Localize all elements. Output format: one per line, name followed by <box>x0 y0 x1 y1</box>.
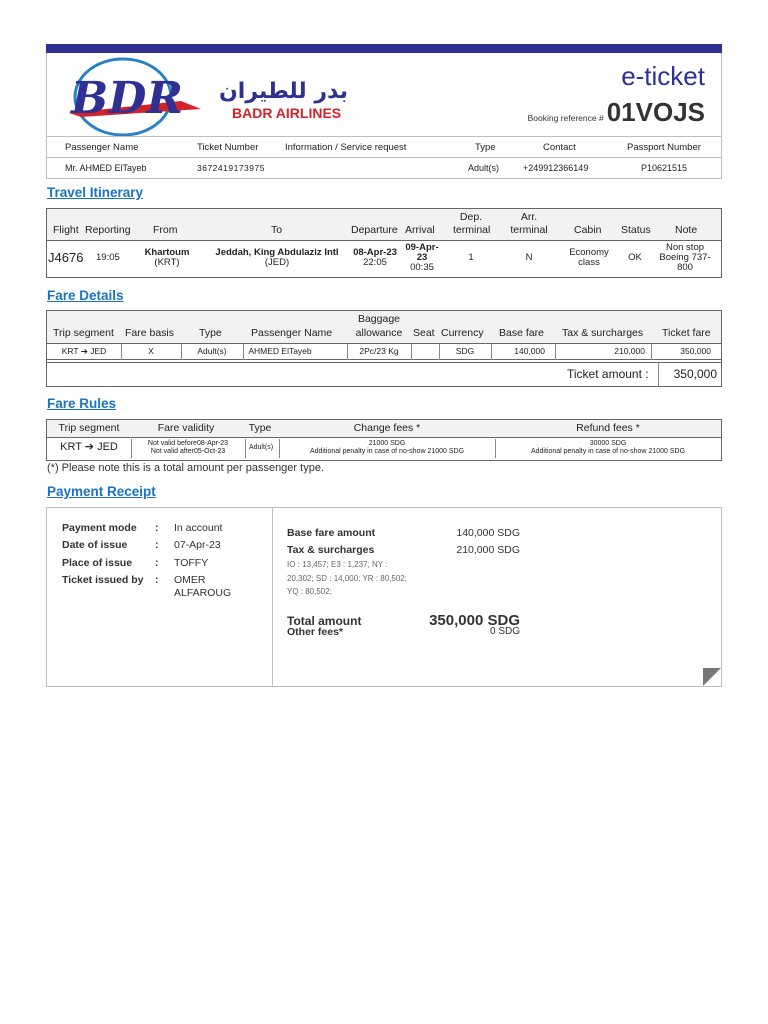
total-amount-value: 350,000 SDG <box>429 612 520 629</box>
fare-tax: 210,000 <box>614 346 645 356</box>
col-info: Information / Service request <box>285 141 407 153</box>
rule-refund-1: 30000 SDG <box>589 440 627 447</box>
rule-segment: KRT ➔ JED <box>60 441 118 453</box>
fare-passenger: AHMED ElTayeb <box>248 346 312 356</box>
rule-validity-1: Not valid before08-Apr-23 <box>147 440 229 447</box>
fare-type: Adult(s) <box>197 346 227 356</box>
base-fare-amount-value: 140,000 SDG <box>456 527 520 539</box>
cabin-1: Economy <box>569 247 609 258</box>
rule-change-2: Additional penalty in case of no-show 21000 SDG <box>309 448 465 455</box>
place-of-issue-value: TOFFY <box>174 557 209 569</box>
fare-details-title: Fare Details <box>47 288 124 303</box>
dep-terminal: 1 <box>468 252 474 263</box>
passenger-contact: +249912366149 <box>523 163 589 173</box>
itinerary-header <box>47 209 721 241</box>
ticket-number: 3672419173975 <box>197 163 265 173</box>
payment-receipt-box <box>46 507 722 687</box>
fare-note: (*) Please note this is a total amount per passenger type. <box>47 462 324 474</box>
travel-itinerary-title: Travel Itinerary <box>47 185 144 200</box>
hdr-flight: Flight <box>53 224 79 236</box>
flight-status: OK <box>628 252 642 263</box>
hdr-dep-terminal-1: Dep. <box>459 211 483 223</box>
hdr-tax: Tax & surcharges <box>562 327 644 339</box>
hdr-trip-segment: Trip segment <box>53 327 114 339</box>
from-city: Khartoum <box>144 247 190 258</box>
cabin-2: class <box>578 257 600 268</box>
note-3: 800 <box>677 262 693 273</box>
hdr-status: Status <box>621 224 651 236</box>
to-code: (JED) <box>264 257 290 268</box>
rule-refund-2: Additional penalty in case of no-show 21000 SDG <box>530 448 686 455</box>
rules-row <box>47 438 721 460</box>
ticket-amount-sep <box>658 363 659 386</box>
tax-surcharges-value: 210,000 SDG <box>456 544 520 556</box>
to-city: Jeddah, King Abdulaziz Intl <box>215 247 339 258</box>
departure-date: 08-Apr-23 <box>353 247 397 258</box>
departure-time: 22:05 <box>363 257 387 268</box>
col-ticket-number: Ticket Number <box>197 141 259 153</box>
hdr-fare-basis: Fare basis <box>125 327 175 339</box>
col-passport: Passport Number <box>627 141 701 153</box>
hdr-currency: Currency <box>441 327 484 339</box>
rule-validity-2: Not valid after05-Oct-23 <box>150 448 226 455</box>
reporting-time: 19:05 <box>96 252 120 263</box>
arrival-date-2: 23 <box>416 252 428 263</box>
header-top-bar <box>46 44 722 53</box>
doc-title: e-ticket <box>621 61 705 91</box>
hdr-departure: Departure <box>351 224 398 236</box>
col-contact: Contact <box>543 141 576 153</box>
booking-ref-value: 01VOJS <box>606 97 705 127</box>
itinerary-row <box>47 241 721 277</box>
base-fare-amount-label: Base fare amount <box>287 527 376 539</box>
passenger-table-header <box>47 136 721 158</box>
arrival-date-1: 09-Apr- <box>405 242 439 253</box>
place-of-issue-label: Place of issue <box>62 557 133 569</box>
fare-sep <box>411 344 412 360</box>
hdr-arrival: Arrival <box>405 224 435 236</box>
hdr-reporting: Reporting <box>85 224 131 236</box>
hdr-base-fare: Base fare <box>499 327 544 339</box>
hdr-type: Type <box>199 327 222 339</box>
payment-mode-colon: : <box>155 522 159 534</box>
rules-header <box>47 420 721 438</box>
date-of-issue-value: 07-Apr-23 <box>174 539 221 551</box>
passenger-row <box>47 158 721 178</box>
hdr-rule-segment: Trip segment <box>58 422 120 434</box>
ticket-amount-row <box>47 362 721 386</box>
hdr-rule-validity: Fare validity <box>157 422 215 434</box>
hdr-baggage-1: Baggage <box>357 313 401 325</box>
page-curl-icon <box>703 668 721 686</box>
hdr-ticket-fare: Ticket fare <box>662 327 711 339</box>
hdr-rule-change: Change fees * <box>353 422 421 434</box>
ticket-amount-label: Ticket amount : <box>567 367 649 381</box>
tax-surcharges-label: Tax & surcharges <box>287 544 375 556</box>
hdr-cabin: Cabin <box>574 224 602 236</box>
airline-name-arabic: بدر للطيران <box>219 79 348 104</box>
hdr-rule-type: Type <box>248 422 272 434</box>
airline-name: BADR AIRLINES <box>232 105 342 121</box>
fare-segment: KRT ➔ JED <box>61 346 107 356</box>
fare-rules-title: Fare Rules <box>47 396 117 411</box>
ticket-amount-value: 350,000 <box>673 367 717 381</box>
payment-receipt-title: Payment Receipt <box>47 484 156 499</box>
total-amount-label: Total amount <box>287 614 362 628</box>
payment-mode-label: Payment mode <box>62 522 137 534</box>
other-fees-label: Other fees* <box>287 626 344 638</box>
issued-by-colon: : <box>155 574 159 586</box>
passenger-name: Mr. AHMED ElTayeb <box>65 163 147 173</box>
svg-text:BDR: BDR <box>71 73 183 124</box>
col-passenger-name: Passenger Name <box>65 141 139 153</box>
booking-ref-label: Booking reference # <box>527 113 604 123</box>
date-of-issue-colon: : <box>155 539 159 551</box>
hdr-rule-refund: Refund fees * <box>576 422 640 434</box>
hdr-note: Note <box>675 224 698 236</box>
tax-breakdown: IO : 13,457; E3 : 1,237; NY : 20,302; SD : 14,000; YR : 80,502; YQ : 80,502; <box>287 560 407 597</box>
fare-basis: X <box>148 346 154 356</box>
arrival-time: 00:35 <box>410 262 434 273</box>
hdr-seat: Seat <box>413 327 435 339</box>
fare-base: 140,000 <box>514 346 545 356</box>
fare-row <box>47 343 721 360</box>
hdr-arr-terminal-2: terminal <box>510 224 548 236</box>
hdr-dep-terminal-2: terminal <box>453 224 491 236</box>
rule-change-1: 21000 SDG <box>368 440 406 447</box>
payment-mode-value: In account <box>174 522 223 534</box>
issued-by-label: Ticket issued by <box>62 574 144 586</box>
itinerary-table <box>46 208 722 278</box>
note-2: Boeing 737- <box>659 252 711 263</box>
hdr-arr-terminal-1: Arr. <box>520 211 538 223</box>
fare-rules-table <box>46 419 722 461</box>
note-1: Non stop <box>665 242 705 253</box>
fare-baggage: 2Pc/23 Kg <box>359 346 399 356</box>
other-fees-value: 0 SDG <box>489 626 520 637</box>
arr-terminal: N <box>525 252 533 263</box>
fare-currency: SDG <box>455 346 475 356</box>
rule-sep <box>495 439 496 458</box>
fare-ticket: 350,000 <box>680 346 711 356</box>
col-type: Type <box>475 141 496 153</box>
rule-sep <box>131 439 132 458</box>
passenger-passport: P10621515 <box>641 163 688 173</box>
from-code: (KRT) <box>154 257 180 268</box>
date-of-issue-label: Date of issue <box>62 539 128 551</box>
payment-divider <box>272 508 273 686</box>
fare-table <box>46 310 722 387</box>
place-of-issue-colon: : <box>155 557 159 569</box>
hdr-baggage-2: allowance <box>355 327 403 339</box>
booking-reference <box>528 97 705 128</box>
flight-number: J4676 <box>48 250 84 265</box>
rule-type: Adult(s) <box>248 444 274 451</box>
hdr-passenger-name: Passenger Name <box>251 327 333 339</box>
hdr-to: To <box>271 224 283 236</box>
passenger-type: Adult(s) <box>468 163 500 173</box>
fare-header <box>47 311 721 343</box>
issued-by-value: OMER ALFAROUG <box>174 574 232 600</box>
hdr-from: From <box>153 224 178 236</box>
ticket-header <box>46 53 722 179</box>
